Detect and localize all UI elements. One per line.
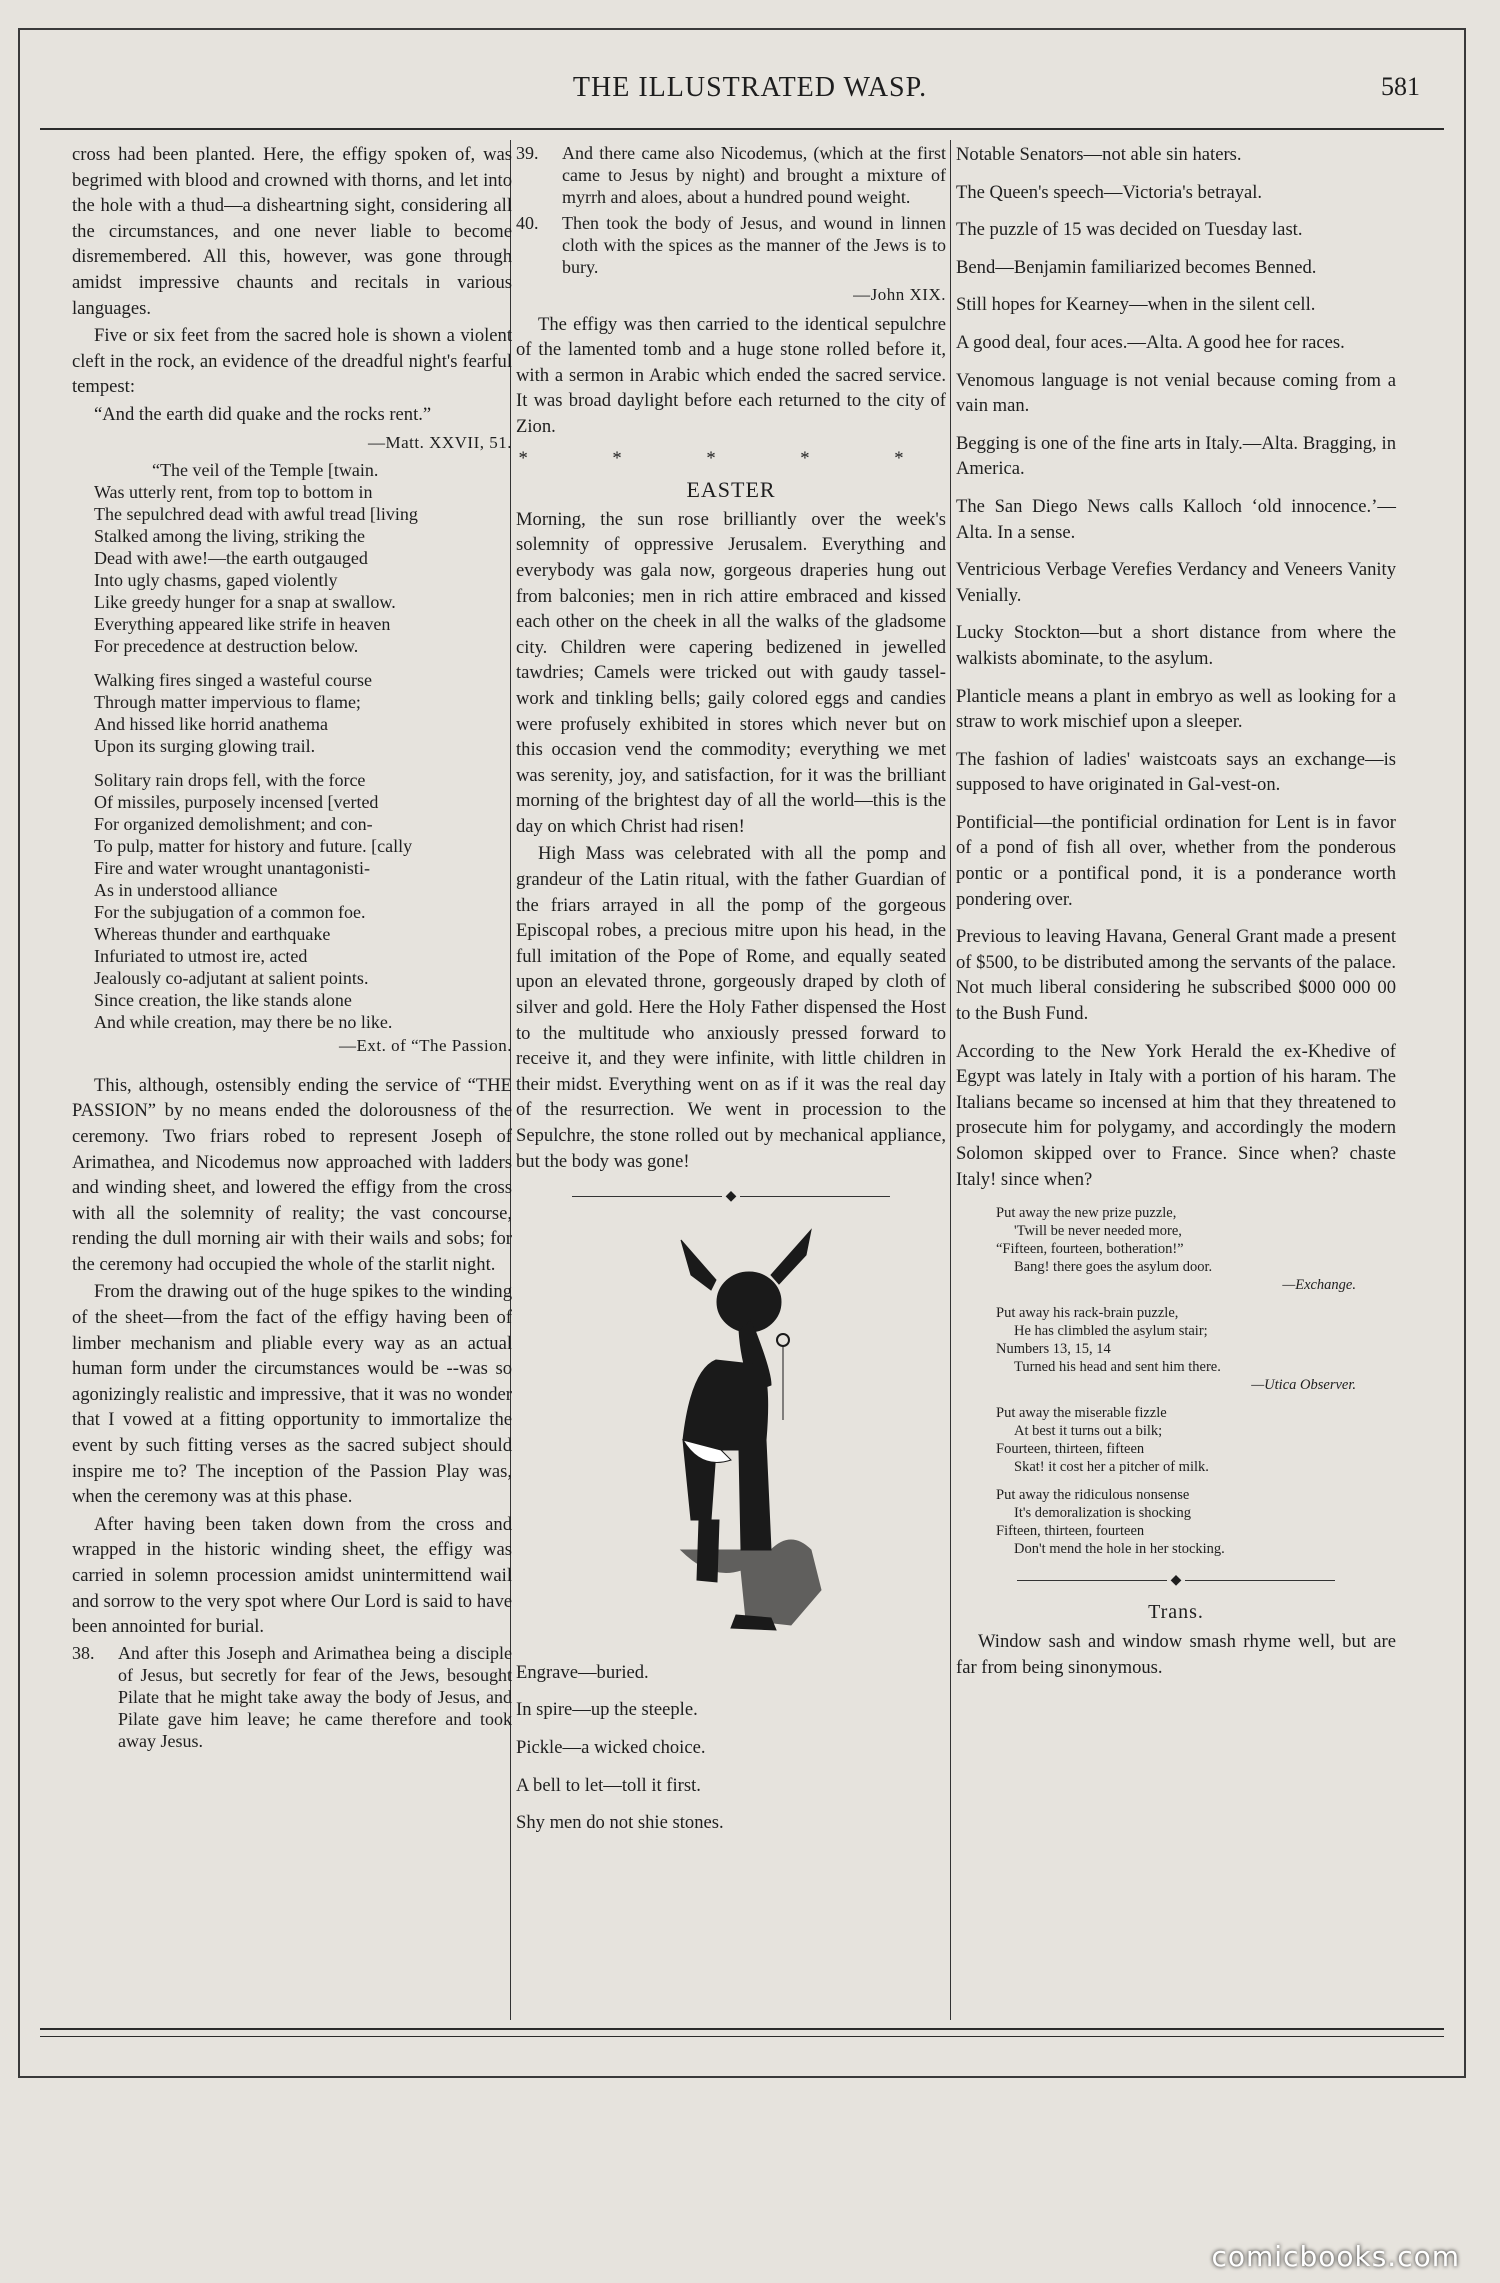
verse-attribution: —Utica Observer. bbox=[1251, 1377, 1356, 1394]
column-rule-2 bbox=[950, 140, 951, 2020]
paragraph: Five or six feet from the sacred hole is shown a violent cleft in the rock, an evidence of the dreadful night's fearful tempest: bbox=[72, 325, 512, 398]
poem-line: Whereas thunder and earthquake bbox=[94, 924, 331, 945]
footer-rule bbox=[40, 2028, 1444, 2030]
section-break-stars: * * * * * bbox=[518, 447, 944, 469]
verse-line: It's demoralization is shocking bbox=[1014, 1505, 1191, 1522]
easter-heading: EASTER bbox=[686, 477, 776, 503]
joke-item: Ventricious Verbage Verefies Verdancy and Veneers Vanity Venially. bbox=[956, 559, 1396, 606]
joke-item: In spire—up the steeple. bbox=[516, 1699, 698, 1721]
poem bbox=[72, 459, 512, 1059]
joke-item: The puzzle of 15 was decided on Tuesday last. bbox=[956, 219, 1303, 241]
scripture-verse-40 bbox=[516, 212, 946, 278]
joke-item: Previous to leaving Havana, General Grant made a present of $500, to be distributed among the servants of the palace. Not much liberal considering he subscribed $000 000 00 to the Bush Fund. bbox=[956, 926, 1396, 1025]
poem-line: Since creation, the like stands alone bbox=[94, 990, 352, 1011]
joke-item: The San Diego News calls Kalloch ‘old innocence.’—Alta. In a sense. bbox=[956, 495, 1396, 543]
verse-text: Then took the body of Jesus, and wound in linnen cloth with the spices as the manner of the Jews is to bury. bbox=[562, 213, 946, 277]
poem-line: Of missiles, purposely incensed [verted bbox=[94, 792, 379, 813]
puzzle-verse-4 bbox=[996, 1486, 1396, 1558]
verse-line: Don't mend the hole in her stocking. bbox=[1014, 1541, 1225, 1558]
verse-number: 40. bbox=[516, 213, 539, 233]
donkey-man-engraving bbox=[621, 1220, 841, 1640]
joke-list-col3 bbox=[956, 142, 1396, 1192]
joke-item: A good deal, four aces.—Alta. A good hee for races. bbox=[956, 331, 1345, 353]
joke-item: Begging is one of the fine arts in Italy.—Alta. Bragging, in America. bbox=[956, 432, 1396, 480]
joke-item: Still hopes for Kearney—when in the silent cell. bbox=[956, 294, 1316, 316]
verse-line: He has climbled the asylum stair; bbox=[1014, 1323, 1208, 1340]
poem-line: Like greedy hunger for a snap at swallow. bbox=[94, 592, 396, 613]
poem-line: And hissed like horrid anathema bbox=[94, 714, 328, 735]
joke-item: Venomous language is not venial because coming from a vain man. bbox=[956, 369, 1396, 417]
column-1 bbox=[72, 142, 512, 1756]
scripture-verse-38 bbox=[72, 1642, 512, 1752]
verse-number: 39. bbox=[516, 143, 539, 163]
poem-line: Stalked among the living, striking the bbox=[94, 526, 365, 547]
quotation: “And the earth did quake and the rocks rent.” bbox=[94, 403, 432, 425]
poem-line: Jealously co-adjutant at salient points. bbox=[94, 968, 369, 989]
column-2 bbox=[516, 142, 946, 1848]
verse-line: Put away the miserable fizzle bbox=[996, 1405, 1167, 1422]
joke-item: Pontificial—the pontificial ordination for Lent is in favor of a pond of fish all over, whether from the ponderous pontic or a pontifical pond, it is a ponderance worth pondering over. bbox=[956, 811, 1396, 910]
puzzle-verse-3 bbox=[996, 1404, 1396, 1476]
paragraph: cross had been planted. Here, the effigy spoken of, was begrimed with blood and crowned with thorns, and let into the hole with a thud—a disheartning sight, considering all the circumstances, and one never liable to become disremembered. All this, however, was gone through amidst impressive chaunts and recitals in various languages. bbox=[72, 144, 512, 319]
verse-line: Numbers 13, 15, 14 bbox=[996, 1341, 1111, 1358]
poem-line: Everything appeared like strife in heaven bbox=[94, 614, 391, 635]
poem-line: And while creation, may there be no like. bbox=[94, 1012, 393, 1033]
column-3 bbox=[956, 142, 1396, 1683]
joke-item: Planticle means a plant in embryo as well as looking for a straw to work mischief upon a sleeper. bbox=[956, 685, 1396, 733]
verse-number: 38. bbox=[72, 1642, 95, 1663]
paragraph: Morning, the sun rose brilliantly over the week's solemnity of oppressive Jerusalem. Everything and everybody was gala now, gorgeous draperies hung out from balconies; men in rich attire embraced and kissed each other on the cheek in all the walks of the gladsome city. Children were capering bedizened in jewelled tawdries; Camels were tricked out with gaudy tassel-work and tinkling bells; gaily colored eggs and candies were profusely exhibited in stores which never but on this occasion vend the commodity; everything we met was serenity, joy, and satisfaction, for it was the brilliant morning of the brightest day of all the world—this is the day on which Christ had risen! bbox=[516, 508, 946, 837]
verse-line: Bang! there goes the asylum door. bbox=[1014, 1259, 1213, 1276]
verse-line: 'Twill be never needed more, bbox=[1014, 1223, 1182, 1240]
verse-line: Turned his head and sent him there. bbox=[1014, 1359, 1221, 1376]
paragraph: High Mass was celebrated with all the pomp and grandeur of the Latin ritual, with the father Guardian of the friars arrayed in all the pomp of the gorgeous Episcopal robes, a precious mitre upon his head, in the full imitation of the Pope of Rome, and equally seated upon an elevated throne, gorgeously draped by cloth of silver and gold. Here the Holy Father dispensed the Host to the multitude who anxiously pressed forward to receive it, and they were infinite, with little children in their midst. Everything went on as if it was the real day of the resurrection. We went in procession to the Sepulchre, the stone rolled out by mechanical appliance, but the body was gone! bbox=[516, 843, 946, 1172]
scripture-verse-39 bbox=[516, 142, 946, 208]
joke-item: According to the New York Herald the ex-Khedive of Egypt was lately in Italy with a portion of his haram. The Italians became so incensed at him that they threatened to prosecute him for polygamy, and accordingly the modern Solomon skipped over to France. Since when? chaste Italy! since when? bbox=[956, 1040, 1396, 1190]
poem-attribution: —Ext. of “The Passion. bbox=[339, 1036, 512, 1056]
poem-line: For organized demolishment; and con- bbox=[94, 814, 373, 835]
joke-item: Lucky Stockton—but a short distance from where the walkists abominate, to the asylum. bbox=[956, 622, 1396, 669]
poem-line: Was utterly rent, from top to bottom in bbox=[94, 482, 373, 503]
joke-item: Notable Senators—not able sin haters. bbox=[956, 144, 1242, 165]
verse-line: Put away his rack-brain puzzle, bbox=[996, 1305, 1179, 1322]
verse-line: “Fifteen, fourteen, botheration!” bbox=[996, 1241, 1184, 1258]
footer-rule-2 bbox=[40, 2036, 1444, 2037]
paragraph: This, although, ostensibly ending the service of “THE PASSION” by no means ended the dolorousness of the ceremony. Two friars robed to represent Joseph of Arimathea, and Nicodemus now approached with ladders and winding sheet, and lowered the effigy from the cross with all the solemnity of reality; the vast concourse, rending the dull morning air with their wails and sobs; for the ceremony had occupied the whole of the starlit night. bbox=[72, 1074, 512, 1275]
poem-line: “The veil of the Temple [twain. bbox=[152, 460, 379, 481]
poem-line: For the subjugation of a common foe. bbox=[94, 902, 366, 923]
poem-line: Upon its surging glowing trail. bbox=[94, 736, 316, 757]
paragraph: From the drawing out of the huge spikes to the winding of the sheet—from the fact of the effigy having been of limber mechanism and pliable every way as an actual human form under the circumstances would be --was so agonizingly realistic and impressive, that it was no wonder that I vowed at a fitting opportunity to immortalize the event by such fitting verses as the sacred subject should inspire me to? The inception of the Passion Play was, when the ceremony was at this phase. bbox=[72, 1281, 512, 1508]
verse-text: And there came also Nicodemus, (which at the first came to Jesus by night) and brought a mixture of myrrh and aloes, about a hundred pound weight. bbox=[562, 143, 946, 207]
joke-item: Shy men do not shie stones. bbox=[516, 1812, 724, 1834]
trans-heading: Trans. bbox=[1148, 1600, 1204, 1623]
poem-line: Walking fires singed a wasteful course bbox=[94, 670, 372, 691]
header-rule bbox=[40, 128, 1444, 130]
joke-item: Engrave—buried. bbox=[516, 1661, 649, 1683]
poem-line: Through matter impervious to flame; bbox=[94, 692, 361, 713]
paragraph: The effigy was then carried to the identical sepulchre of the lamented tomb and a huge stone rolled before it, with a sermon in Arabic which ended the sacred service. It was broad daylight before each returned to the city of Zion. bbox=[516, 313, 946, 437]
verse-line: Fourteen, thirteen, fifteen bbox=[996, 1441, 1145, 1458]
poem-line: As in understood alliance bbox=[94, 880, 278, 901]
watermark-credit: comicbooks.com bbox=[1211, 2240, 1460, 2273]
poem-line: For precedence at destruction below. bbox=[94, 636, 359, 657]
joke-list-col2 bbox=[516, 1660, 946, 1836]
poem-line: Fire and water wrought unantagonisti- bbox=[94, 858, 370, 879]
page-number: 581 bbox=[1381, 72, 1420, 101]
verse-line: Put away the ridiculous nonsense bbox=[996, 1487, 1190, 1504]
verse-line: Fifteen, thirteen, fourteen bbox=[996, 1523, 1145, 1540]
joke-item: The fashion of ladies' waistcoats says an exchange—is supposed to have originated in Gal-vest-on. bbox=[956, 748, 1396, 796]
verse-line: Skat! it cost her a pitcher of milk. bbox=[1014, 1459, 1209, 1476]
puzzle-verse-2 bbox=[996, 1304, 1396, 1394]
ornament-divider: ◆ bbox=[516, 1184, 946, 1210]
puzzle-verse-1 bbox=[996, 1204, 1396, 1294]
poem-line: Solitary rain drops fell, with the force bbox=[94, 770, 366, 791]
scripture-attribution: —John XIX. bbox=[853, 285, 946, 304]
quotation-attribution: —Matt. XXVII, 51. bbox=[367, 432, 512, 452]
verse-line: Put away the new prize puzzle, bbox=[996, 1205, 1177, 1222]
joke-item: A bell to let—toll it first. bbox=[516, 1774, 701, 1796]
verse-attribution: —Exchange. bbox=[1282, 1277, 1356, 1294]
verse-line: At best it turns out a bilk; bbox=[1014, 1423, 1163, 1440]
ornament-divider: ◆ bbox=[956, 1568, 1396, 1594]
verse-text: And after this Joseph and Arimathea being a disciple of Jesus, but secretly for fear of the Jews, besought Pilate that he might take away the body of Jesus, and Pilate gave him leave; he came therefore and took away Jesus. bbox=[118, 1642, 512, 1751]
poem-line: Into ugly chasms, gaped violently bbox=[94, 570, 338, 591]
poem-line: To pulp, matter for history and future. [cally bbox=[94, 836, 413, 857]
paragraph: Window sash and window smash rhyme well, but are far from being sinonymous. bbox=[956, 1631, 1396, 1678]
paragraph: After having been taken down from the cross and wrapped in the historic winding sheet, the effigy was carried in solemn procession amidst unintermittend wail and sorrow to the very spot where Our Lord is said to have been annointed for burial. bbox=[72, 1513, 512, 1638]
poem-line: The sepulchred dead with awful tread [living bbox=[94, 504, 418, 525]
joke-item: Bend—Benjamin familiarized becomes Benned. bbox=[956, 256, 1317, 278]
masthead: THE ILLUSTRATED WASP. bbox=[572, 72, 928, 103]
joke-item: The Queen's speech—Victoria's betrayal. bbox=[956, 181, 1263, 203]
poem-line: Infuriated to utmost ire, acted bbox=[94, 946, 308, 967]
joke-item: Pickle—a wicked choice. bbox=[516, 1736, 706, 1758]
poem-line: Dead with awe!—the earth outgauged bbox=[94, 548, 368, 569]
